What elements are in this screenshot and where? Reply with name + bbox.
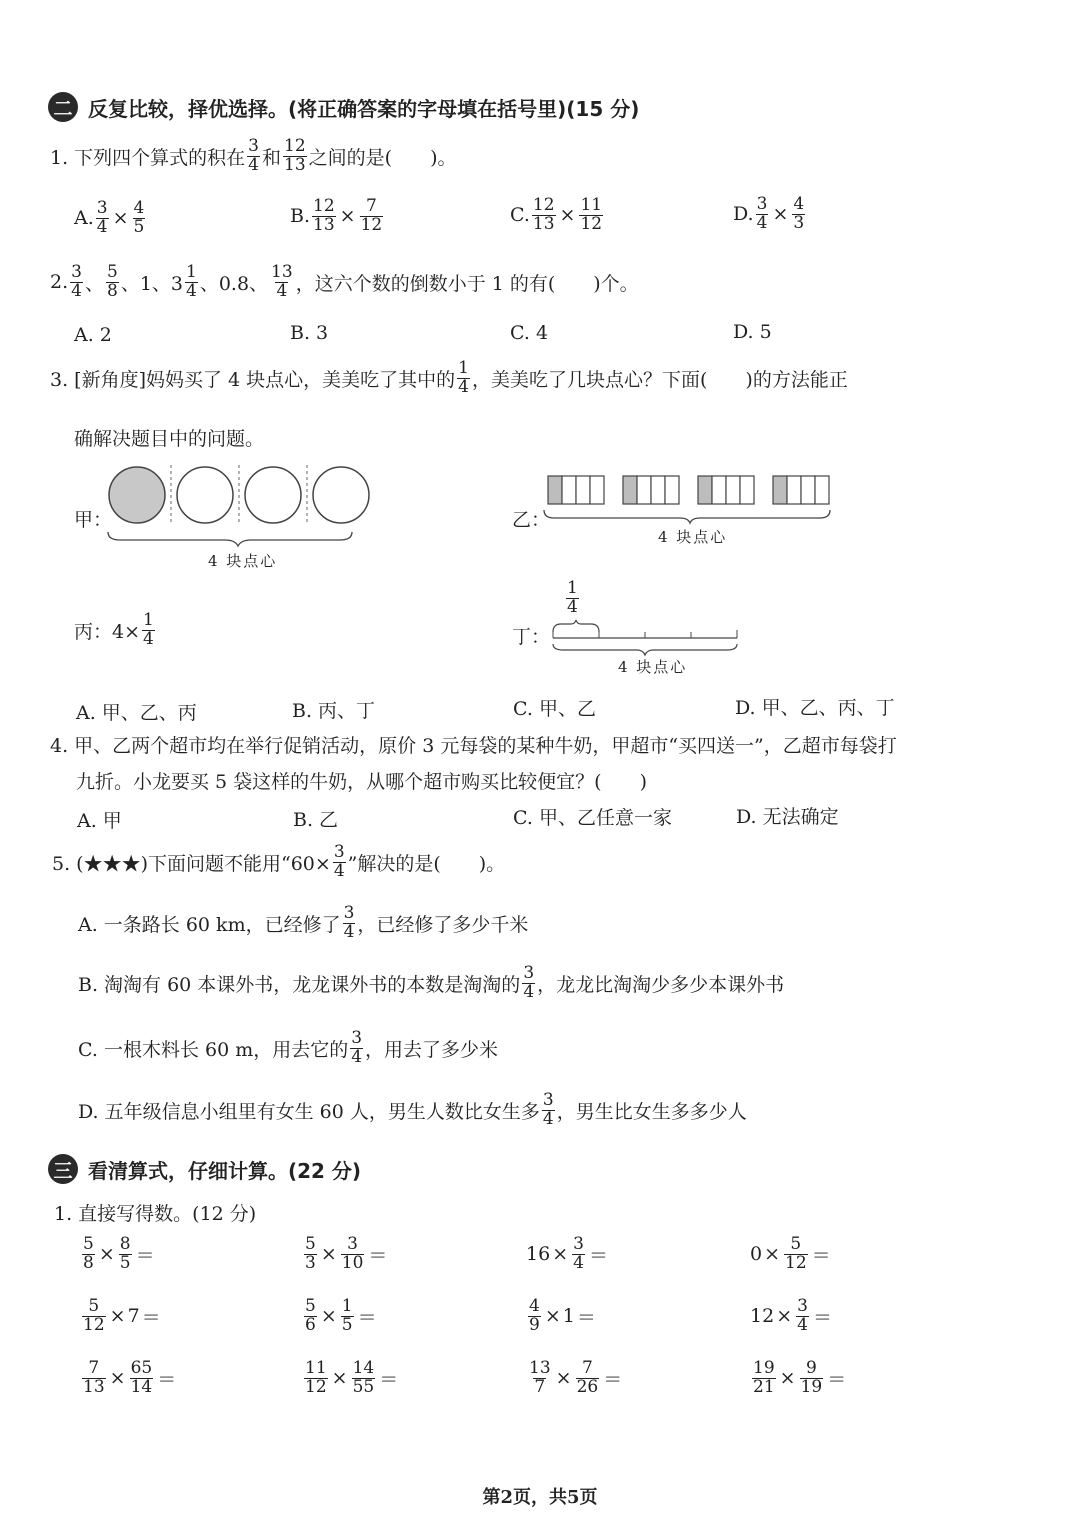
fraction: $\frac{14}{55}$ [352,1358,375,1397]
fraction: $\frac{13}{7}$ [529,1358,551,1397]
yi-label: 乙： [512,509,551,531]
fraction: $\frac{1}{4}$ [143,610,154,649]
q2-mid: 、1、3 [120,272,183,295]
segment [787,476,801,504]
q1-option-b: B. $\frac{12}{13}$ × $\frac{7}{12}$ [290,196,383,235]
fraction: $\frac{3}{4}$ [573,1234,584,1273]
jia-label: 甲： [74,509,113,531]
section-badge: 二 [48,92,78,122]
fraction: $\frac{65}{14}$ [130,1358,153,1397]
segment [815,476,829,504]
fraction: $\frac{7}{13}$ [83,1358,105,1397]
section-badge: 三 [48,1154,78,1184]
q3-suffix: ，美美吃了几块点心？下面( )的方法能正 [472,368,848,391]
fraction: $\frac{5}{8}$ [83,1234,94,1273]
bing-expression [74,612,157,649]
calc-item: 0 × $\frac{5}{12}$ ＝ [750,1234,831,1273]
fraction: $\frac{3}{4}$ [343,903,355,942]
q3-option-d: D. 甲、乙、丙、丁 [735,697,895,719]
fraction: $\frac{1}{5}$ [341,1296,353,1335]
q1-option-c: C. $\frac{12}{13}$ × $\frac{11}{12}$ [510,195,603,234]
fraction: $\frac{5}{8}$ [106,262,118,301]
segment [651,476,665,504]
calc-item: $\frac{5}{12}$ × 7 ＝ [83,1296,161,1335]
q5-suffix: ”解决的是( )。 [347,852,506,875]
question-2 [50,264,639,301]
bing-label: 丙：4× [74,620,141,643]
page-footer: 第2页，共5页 [482,1487,598,1508]
fraction: $\frac{1}{4}$ [186,262,197,301]
fraction: $\frac{3}{10}$ [341,1234,364,1273]
q3-line2: 确解决题目中的问题。 [74,428,265,450]
circle [177,467,233,523]
fraction: $\frac{4}{5}$ [133,198,145,237]
section-title: 看清算式，仔细计算。(22 分) [88,1158,362,1183]
circle [245,467,301,523]
calc-item: $\frac{13}{7}$ × $\frac{7}{26}$ ＝ [529,1358,623,1397]
segment [665,476,679,504]
ding-label: 丁： [512,626,551,648]
shaded-segment [698,476,712,504]
q4-option-b: B. 乙 [293,809,339,831]
fraction: $\frac{3}{4}$ [248,136,259,175]
yi-brace-label: 4 块点心 [658,528,728,546]
calc-item: $\frac{11}{12}$ × $\frac{14}{55}$ ＝ [305,1358,399,1397]
q5-prefix: 5. (★★★)下面问题不能用“60× [52,852,331,875]
shaded-circle [109,467,165,523]
segment [712,476,726,504]
calc-item: 12 × $\frac{3}{4}$ ＝ [750,1296,832,1335]
q2-option-c: C. 4 [510,322,549,344]
brace [108,532,352,546]
fraction: $\frac{1}{4}$ [458,358,469,397]
q3-option-a: A. 甲、乙、丙 [76,702,197,724]
section-3-sub: 1. 直接写得数。(12 分) [54,1203,257,1225]
segment [576,476,590,504]
ding-line-diagram [545,618,745,658]
fraction: $\frac{12}{13}$ [532,195,555,234]
question-3 [50,360,848,397]
fraction: $\frac{12}{13}$ [313,196,335,235]
q3-option-c: C. 甲、乙 [513,698,596,720]
q2-option-d: D. 5 [733,321,772,343]
brace [553,644,737,655]
segment [726,476,740,504]
q4-line1: 4. 甲、乙两个超市均在举行促销活动，原价 3 元每袋的某种牛奶，甲超市“买四送一”，乙超市每袋打 [50,735,897,757]
segment [590,476,604,504]
q5-option-a: A. 一条路长 60 km，已经修了 $\frac{3}{4}$ ，已经修了多少千米 [78,903,529,942]
fraction: $\frac{8}{5}$ [119,1234,131,1273]
fraction: $\frac{3}{4}$ [333,842,345,881]
q4-line2: 九折。小龙要买 5 袋这样的牛奶，从哪个超市购买比较便宜？( ) [76,771,647,793]
fraction: $\frac{3}{4}$ [523,963,535,1002]
fraction: $\frac{7}{12}$ [360,196,383,235]
calc-item: $\frac{19}{21}$ × $\frac{9}{19}$ ＝ [753,1358,847,1397]
calc-item: 16 × $\frac{3}{4}$ ＝ [526,1234,608,1273]
calc-item: $\frac{5}{3}$ × $\frac{3}{10}$ ＝ [305,1234,388,1273]
q4-option-c: C. 甲、乙任意一家 [513,807,672,829]
fraction: $\frac{12}{13}$ [284,136,306,175]
fraction: $\frac{19}{21}$ [753,1358,775,1397]
fraction: $\frac{11}{12}$ [305,1358,327,1397]
circle [313,467,369,523]
small-brace [553,620,599,632]
q2-mid2: 、0.8、 [199,272,269,295]
fraction: $\frac{3}{4}$ [96,198,108,237]
q4-option-a: A. 甲 [77,810,122,832]
q5-option-d: D. 五年级信息小组里有女生 60 人，男生人数比女生多 $\frac{3}{4}$ ，男生比女生多多少人 [78,1090,747,1129]
q2-option-b: B. 3 [290,322,329,344]
question-5 [52,844,505,881]
ding-fraction: $\frac{1}{4}$ [567,578,578,617]
calc-item: $\frac{7}{13}$ × $\frac{65}{14}$ ＝ [83,1358,177,1397]
shaded-segment [773,476,787,504]
fraction: $\frac{11}{12}$ [580,195,603,234]
brace [544,510,830,523]
fraction: $\frac{5}{12}$ [83,1296,105,1335]
fraction: $\frac{13}{4}$ [271,262,293,301]
q4-option-d: D. 无法确定 [736,806,839,828]
fraction: $\frac{5}{3}$ [305,1234,316,1273]
q1-option-a: A. $\frac{3}{4}$ × $\frac{4}{5}$ [74,198,145,237]
section-3-header [48,1154,361,1184]
segment [562,476,576,504]
q1-mid: 和 [262,146,282,169]
fraction: $\frac{5}{12}$ [785,1234,807,1273]
q5-option-b: B. 淘淘有 60 本课外书，龙龙课外书的本数是淘淘的 $\frac{3}{4}$ ，龙龙比淘淘少多少本课外书 [78,963,785,1002]
fraction: $\frac{3}{4}$ [756,194,768,233]
fraction: $\frac{4}{9}$ [529,1296,540,1335]
q5-option-c: C. 一根木料长 60 m，用去它的 $\frac{3}{4}$ ，用去了多少米 [78,1028,499,1067]
segment [637,476,651,504]
yi-bars-diagram [540,470,840,530]
q2-suffix: ，这六个数的倒数小于 1 的有( )个。 [295,272,639,295]
fraction: $\frac{3}{4}$ [71,262,82,301]
section-2-header [48,92,639,122]
q3-prefix: 3. [新角度]妈妈买了 4 块点心，美美吃了其中的 [50,368,456,391]
fraction: $\frac{3}{4}$ [542,1090,554,1129]
ding-brace-label: 4 块点心 [618,658,688,676]
jia-brace-label: 4 块点心 [208,552,278,570]
calc-item: $\frac{5}{8}$ × $\frac{8}{5}$ ＝ [83,1234,155,1273]
q1-suffix: 之间的是( )。 [308,146,457,169]
segment [801,476,815,504]
section-title: 反复比较，择优选择。(将正确答案的字母填在括号里)(15 分) [88,96,640,121]
fraction: $\frac{3}{4}$ [797,1296,808,1335]
q2-option-a: A. 2 [74,324,112,346]
q3-option-b: B. 丙、丁 [292,700,376,722]
fraction: $\frac{7}{26}$ [576,1358,599,1397]
fraction: $\frac{3}{4}$ [351,1028,363,1067]
shaded-segment [623,476,637,504]
q2-sep: 、 [84,272,104,295]
fraction: $\frac{5}{6}$ [305,1296,316,1335]
calc-item: $\frac{5}{6}$ × $\frac{1}{5}$ ＝ [305,1296,377,1335]
shaded-segment [548,476,562,504]
q2-prefix: 2. [50,271,69,294]
segment [740,476,754,504]
calc-item: $\frac{4}{9}$ × 1 ＝ [529,1296,596,1335]
q1-prefix: 1. 下列四个算式的积在 [50,146,246,169]
question-1 [50,138,456,175]
q1-option-d: D. $\frac{3}{4}$ × $\frac{4}{3}$ [733,194,805,233]
fraction: $\frac{4}{3}$ [793,194,805,233]
fraction: $\frac{9}{19}$ [800,1358,823,1397]
